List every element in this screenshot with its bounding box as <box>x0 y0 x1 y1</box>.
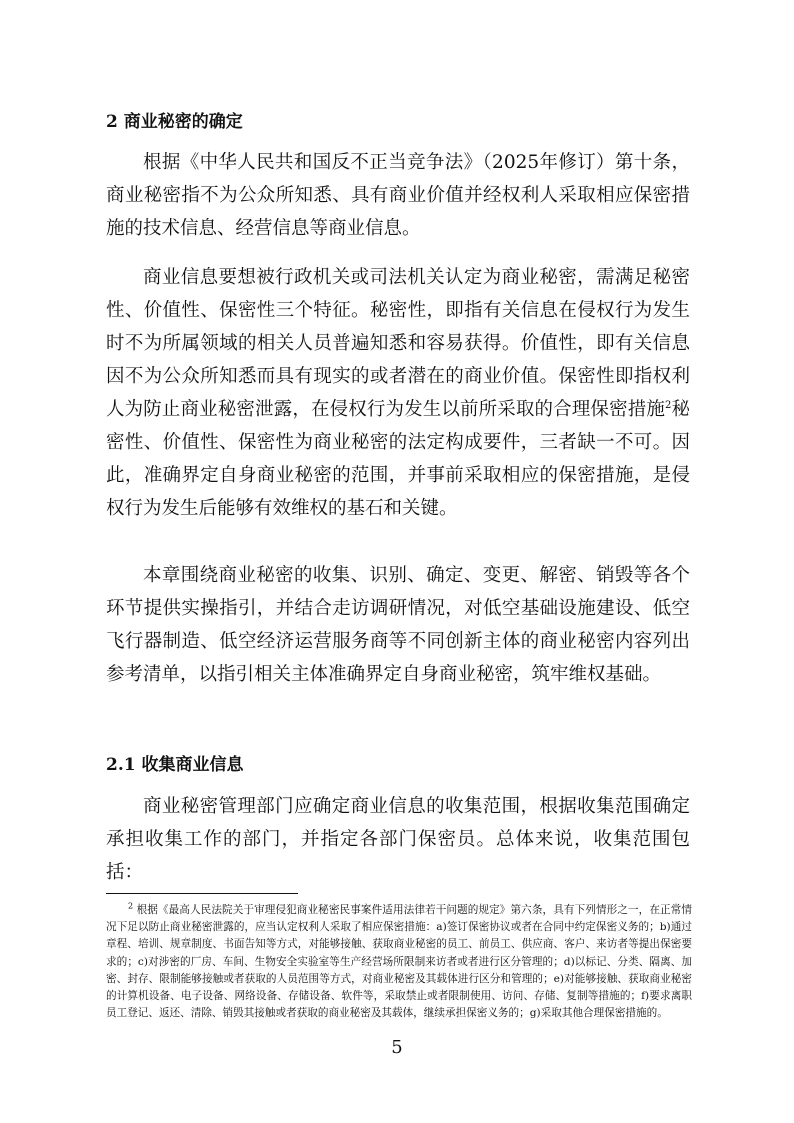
paragraph-definition: 根据《中华人民共和国反不正当竞争法》（2025年修订）第十条，商业秘密指不为公众所知悉、具有商业价值并经权利人采取相应保密措施的技术信息、经营信息等商业信息。 <box>106 152 690 239</box>
paragraph-characteristics-text: 商业信息要想被行政机关或司法机关认定为商业秘密，需满足秘密性、价值性、保密性三个特征。秘密性，即指有关信息在侵权行为发生时不为所属领域的相关人员普遍知悉和容易获得。价值性，即有关信息因不为公众所知悉而具有现实的或者潜在的商业价值。保密性即指权利人为防止商业秘密泄露，在侵权行为发生以前所采取的合理保密措施 <box>106 267 690 420</box>
footnote-text: 根据《最高人民法院关于审理侵犯商业秘密民事案件适用法律若干问题的规定》第六条，具有下列情形之一，在正常情况下足以防止商业秘密泄露的，应当认定权利人采取了相应保密措施：a)签订保密协议或者在合同中约定保密义务的；b)通过章程、培训、规章制度、书面告知等方式，对能够接触、获取商业秘密的员工、前员工、供应商、客户、来访者等提出保密要求的；c)对涉密的厂房、车间、生物安全实验室等生产经营场所限制来访者或者进行区分管理的；d)以标记、分类、隔离、加密、封存、限制能够接触或者获取的人员范围等方式，对商业秘密及其载体进行区分和管理的；e)对能够接触、获取商业秘密的计算机设备、电子设备、网络设备、存储设备、软件等，采取禁止或者限制使用、访问、存储、复制等措施的；f)要求离职员工登记、返还、清除、销毁其接触或者获取的商业秘密及其载体，继续承担保密义务的；g)采取其他合理保密措施的。 <box>106 904 692 1020</box>
footnote-marker: 2 <box>128 901 134 911</box>
subsection-heading: 2.1 收集商业信息 <box>106 755 244 775</box>
footnote-separator <box>106 893 298 894</box>
footnote-reference: 2 <box>664 399 672 411</box>
paragraph-characteristics <box>106 261 690 525</box>
paragraph-chapter-overview: 本章围绕商业秘密的收集、识别、确定、变更、解密、销毁等各个环节提供实操指引，并结合走访调研情况，对低空基础设施建设、低空飞行器制造、低空经济运营服务商等不同创新主体的商业秘密内容列出参考清单，以指引相关主体准确界定自身商业秘密，筑牢维权基础。 <box>106 565 690 685</box>
footnote <box>106 902 692 1022</box>
paragraph-collection-scope: 商业秘密管理部门应确定商业信息的收集范围，根据收集范围确定承担收集工作的部门，并指定各部门保密员。总体来说，收集范围包括： <box>106 796 690 883</box>
paragraph-characteristics-continuation: 秘密性、价值性、保密性为商业秘密的法定构成要件，三者缺一不可。因此，准确界定自身商业秘密的范围，并事前采取相应的保密措施，是侵权行为发生后能够有效维权的基石和关键。 <box>106 399 690 519</box>
page-number: 5 <box>391 1037 403 1058</box>
section-heading: 2 商业秘密的确定 <box>106 112 243 132</box>
